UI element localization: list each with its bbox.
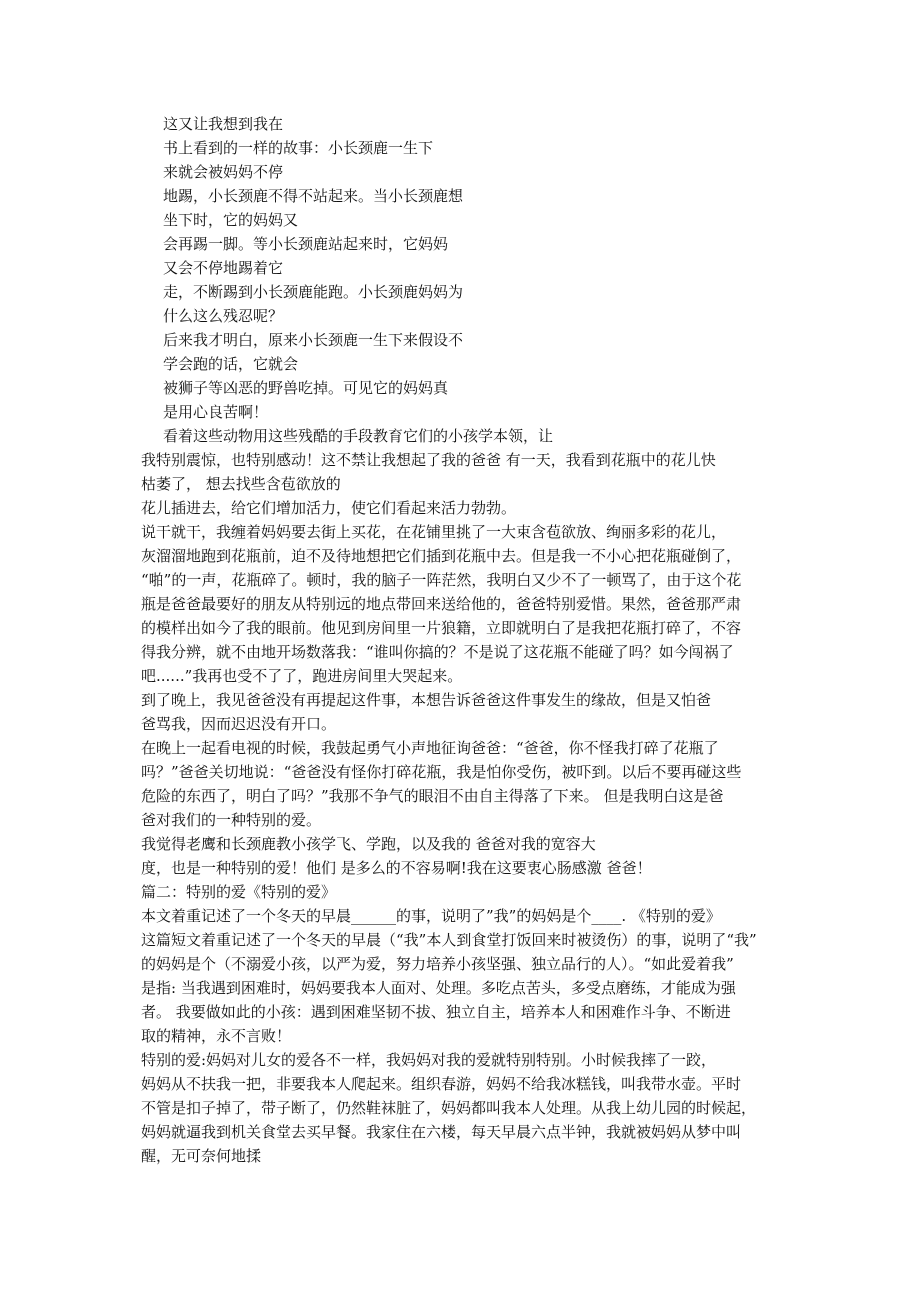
text-line: 后来我才明白，原来小长颈鹿一生下来假设不: [163, 331, 464, 349]
text-line: 妈妈就逼我到机关食堂去买早餐。我家住在六楼，每天早晨六点半钟，我就被妈妈从梦中叫: [141, 1123, 742, 1141]
text-line: 不管是扣子掉了，带子断了，仍然鞋袜脏了，妈妈都叫我本人处理。从我上幼儿园的时候起，: [141, 1099, 757, 1117]
text-line: 走，不断踢到小长颈鹿能跑。小长颈鹿妈妈为: [163, 283, 464, 301]
text-line: 吧......”我再也受不了了，跑进房间里大哭起来。: [141, 667, 463, 685]
text-line: 坐下时，它的妈妈又: [163, 211, 299, 229]
section-heading: 篇二：特别的爱《特别的爱》: [141, 883, 337, 901]
text-line: 花儿插进去，给它们增加活力，使它们看起来活力勃勃。: [141, 499, 517, 517]
text-line: 看着这些动物用这些残酷的手段教育它们的小孩学本领，让: [163, 427, 554, 445]
text-line: 者。 我要做如此的小孩：遇到困难坚韧不拔、独立自主，培养本人和困难作斗争、不断进: [141, 1003, 731, 1021]
text-line: 又会不停地踢着它: [163, 259, 284, 277]
text-line: 的妈妈是个（不溺爱小孩，以严为爱，努力培养小孩坚强、独立品行的人）。“如此爱着我”: [141, 955, 734, 973]
text-line: 枯萎了， 想去找些含苞欲放的: [141, 475, 341, 493]
text-line: 学会跑的话，它就会: [163, 355, 299, 373]
text-line: “啪”的一声，花瓶碎了。顿时，我的脑子一阵茫然，我明白又少不了一顿骂了，由于这个花: [141, 571, 742, 589]
text-line: 这又让我想到我在: [163, 115, 284, 133]
text-line: 书上看到的一样的故事：小长颈鹿一生下: [163, 139, 434, 157]
text-line: 是用心良苦啊！: [163, 403, 269, 421]
text-line: 醒，无可奈何地揉: [141, 1147, 262, 1165]
text-line: 的模样出如今了我的眼前。他见到房间里一片狼籍，立即就明白了是我把花瓶打碎了，不容: [141, 619, 742, 637]
text-line: 是指: 当我遇到困难时，妈妈要我本人面对、处理。多吃点苦头，多受点磨练，才能成为强: [141, 979, 736, 997]
text-line: 会再踢一脚。等小长颈鹿站起来时，它妈妈: [163, 235, 449, 253]
text-line: 爸对我们的一种特别的爱。: [141, 811, 322, 829]
text-line: 度，也是一种特别的爱！他们 是多么的不容易啊!我在这要衷心肠感激 爸爸！: [141, 859, 652, 877]
text-line: 这篇短文着重记述了一个冬天的早晨（“我”本人到食堂打饭回来时被烫伤）的事，说明了“我”: [141, 931, 757, 949]
text-line: 爸骂我，因而迟迟没有开口。: [141, 715, 337, 733]
text-line: 得我分辨，就不由地开场数落我：“谁叫你搞的？不是说了这花瓶不能碰了吗？如今闯祸了: [141, 643, 734, 661]
text-line: 灰溜溜地跑到花瓶前，迫不及待地想把它们插到花瓶中去。但是我一不小心把花瓶碰倒了，: [141, 547, 742, 565]
text-line: 瓶是爸爸最要好的朋友从特别远的地点带回来送给他的，爸爸特别爱惜。果然，爸爸那严肃: [141, 595, 742, 613]
text-line: 吗？”爸爸关切地说：“爸爸没有怪你打碎花瓶，我是怕你受伤，被吓到。以后不要再碰这些: [141, 763, 742, 781]
text-line: 危险的东西了，明白了吗？”我那不争气的眼泪不由自主得落了下来。 但是我明白这是爸: [141, 787, 724, 805]
text-line: 在晚上一起看电视的时候，我鼓起勇气小声地征询爸爸：“爸爸，你不怪我打碎了花瓶了: [141, 739, 719, 757]
text-line: 妈妈从不扶我一把，非要我本人爬起来。组织春游，妈妈不给我冰糕钱，叫我带水壶。平时: [141, 1075, 742, 1093]
text-line: 被狮子等凶恶的野兽吃掉。可见它的妈妈真: [163, 379, 449, 397]
text-line: 特别的爱:妈妈对儿女的爱各不一样，我妈妈对我的爱就特别特别。小时候我摔了一跤，: [141, 1051, 717, 1069]
text-line: 本文着重记述了一个冬天的早晨______的事，说明了”我”的妈妈是个____. 《特别的爱》: [141, 907, 721, 925]
text-line: 我特别震惊，也特别感动！这不禁让我想起了我的爸爸 有一天，我看到花瓶中的花儿快: [141, 451, 716, 469]
text-line: 我觉得老鹰和长颈鹿教小孩学飞、学跑，以及我的 爸爸对我的宽容大: [141, 835, 596, 853]
text-line: 来就会被妈妈不停: [163, 163, 284, 181]
text-line: 说干就干，我缠着妈妈要去街上买花，在花铺里挑了一大束含苞欲放、绚丽多彩的花儿，: [141, 523, 727, 541]
text-line: 什么这么残忍呢？: [163, 307, 284, 325]
text-line: 到了晚上，我见爸爸没有再提起这件事，本想告诉爸爸这件事发生的缘故，但是又怕爸: [141, 691, 712, 709]
text-line: 地踢，小长颈鹿不得不站起来。当小长颈鹿想: [163, 187, 464, 205]
text-line: 取的精神，永不言败！: [141, 1027, 292, 1045]
